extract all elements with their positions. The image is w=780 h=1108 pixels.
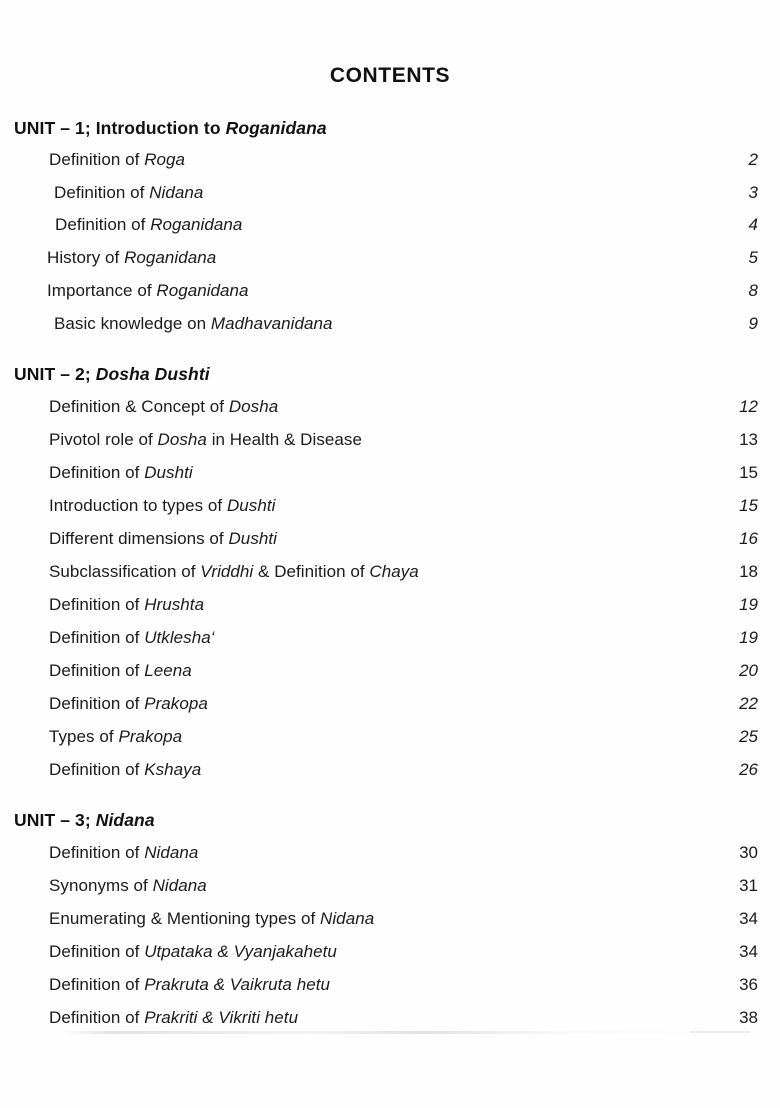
toc-entry-text: Different dimensions of: [49, 529, 229, 548]
toc-entry[interactable]: [0, 183, 780, 209]
toc-entry-text: Definition of: [49, 661, 145, 680]
toc-entry-term: Dushti: [144, 463, 193, 482]
toc-entry-page-number: 34: [739, 942, 758, 961]
toc-entry-text: Types of: [49, 727, 119, 746]
unit-heading-label: UNIT – 2;: [14, 364, 96, 384]
toc-entry-text: Definition of: [49, 843, 145, 862]
toc-entry-title: [49, 150, 185, 170]
toc-entry-page-number: 31: [739, 876, 758, 895]
toc-entry[interactable]: [0, 843, 780, 869]
toc-entry-term: Dosha: [157, 430, 207, 449]
toc-entry[interactable]: [0, 248, 780, 274]
unit-heading-label: UNIT – 3;: [14, 810, 96, 830]
toc-entry[interactable]: [0, 628, 780, 654]
toc-entry[interactable]: [0, 562, 780, 588]
toc-entry[interactable]: [0, 942, 780, 968]
toc-entry-title: [49, 694, 208, 714]
toc-entry-text: Definition of: [55, 215, 151, 234]
toc-entry-term: Nidana: [320, 909, 375, 928]
toc-entry-page-number: 18: [739, 562, 758, 581]
toc-entry-term: Prakruta & Vaikruta hetu: [144, 975, 330, 994]
toc-entry-text: Definition & Concept of: [49, 397, 229, 416]
toc-entry-page-number: 25: [739, 727, 758, 746]
toc-entry[interactable]: [0, 760, 780, 786]
toc-entry-title: [49, 760, 201, 780]
toc-entry-term: Utklesha‘: [144, 628, 215, 647]
toc-entry-term: Prakopa: [144, 694, 208, 713]
toc-entry[interactable]: [0, 150, 780, 176]
toc-entry-title: [49, 876, 207, 896]
toc-entry-title: [49, 397, 278, 417]
toc-entry-page-number: 19: [739, 628, 758, 647]
toc-entry-text: Definition of: [49, 975, 145, 994]
toc-entry[interactable]: [0, 281, 780, 307]
toc-entry-title: [49, 628, 215, 648]
toc-entry-page-number: 19: [739, 595, 758, 614]
toc-entry-title: [49, 843, 198, 863]
toc-entry-page-number: 22: [739, 694, 758, 713]
toc-entry[interactable]: [0, 463, 780, 489]
toc-entry-text: Importance of: [47, 281, 157, 300]
toc-entry-term: Nidana: [152, 876, 207, 895]
toc-entry-title: [49, 909, 374, 929]
toc-entry[interactable]: [0, 876, 780, 902]
toc-entry-text: Definition of: [49, 1008, 145, 1027]
toc-entry-text: Subclassification of: [49, 562, 201, 581]
toc-entry-page-number: 5: [748, 248, 758, 267]
toc-entry[interactable]: [0, 215, 780, 241]
toc-entry-page-number: 15: [739, 496, 758, 515]
toc-entry-term: Roganidana: [124, 248, 217, 267]
toc-entry-title: [47, 281, 249, 301]
toc-entry-title: [49, 661, 192, 681]
toc-entry[interactable]: [0, 430, 780, 456]
unit-heading: [14, 118, 327, 139]
toc-entry-term: Roganidana: [156, 281, 249, 300]
toc-entry[interactable]: [0, 909, 780, 935]
toc-entry[interactable]: [0, 397, 780, 423]
toc-entry-title: [49, 595, 204, 615]
toc-entry-term: Prakriti & Vikriti hetu: [144, 1008, 299, 1027]
toc-entry-page-number: 30: [739, 843, 758, 862]
toc-entry-term: Nidana: [149, 183, 204, 202]
toc-entry-text: Basic knowledge on: [54, 314, 211, 333]
toc-entry-text: Definition of: [49, 595, 145, 614]
unit-heading-term: Dosha Dushti: [95, 364, 210, 384]
page-title: CONTENTS: [329, 64, 451, 87]
toc-entry-page-number: 3: [748, 183, 758, 202]
toc-entry-title: [49, 975, 330, 995]
toc-entry-page-number: 16: [739, 529, 758, 548]
toc-entry-text-suffix: in Health & Disease: [206, 430, 362, 449]
scan-artifact-secondary: [690, 1031, 750, 1033]
toc-entry-title: [47, 248, 216, 268]
toc-entry-page-number: 13: [739, 430, 758, 449]
toc-entry-page-number: 15: [739, 463, 758, 482]
toc-entry-text: History of: [47, 248, 125, 267]
toc-entry-term: Dushti: [228, 529, 277, 548]
toc-entry-term: Kshaya: [144, 760, 202, 779]
toc-entry-text: Definition of: [49, 150, 145, 169]
toc-entry-term: Prakopa: [118, 727, 183, 746]
toc-entry[interactable]: [0, 496, 780, 522]
unit-heading: [14, 364, 210, 385]
toc-entry-title: [54, 314, 333, 334]
toc-entry-text: Definition of: [49, 760, 145, 779]
toc-entry-text: Synonyms of: [49, 876, 153, 895]
toc-entry-page-number: 12: [739, 397, 758, 416]
toc-entry-page-number: 9: [748, 314, 758, 333]
toc-entry-text: Introduction to types of: [49, 496, 227, 515]
toc-entry-title: [49, 942, 337, 962]
toc-entry-term: Dosha: [228, 397, 279, 416]
toc-entry-term-secondary: Chaya: [369, 562, 419, 581]
toc-entry-title: [49, 463, 193, 483]
toc-entry-text: Pivotol role of: [49, 430, 158, 449]
toc-entry[interactable]: [0, 694, 780, 720]
toc-entry-text: Definition of: [49, 942, 145, 961]
toc-entry-text-suffix: & Definition of: [253, 562, 370, 581]
toc-entry-term: Roganidana: [150, 215, 243, 234]
scan-artifact: [60, 1031, 720, 1034]
toc-entry-page-number: 2: [748, 150, 758, 169]
toc-entry-term: Leena: [144, 661, 192, 680]
toc-entry-page-number: 34: [739, 909, 758, 928]
toc-entry-term: Vriddhi: [200, 562, 254, 581]
toc-entry[interactable]: [0, 975, 780, 1001]
toc-entry[interactable]: [0, 727, 780, 753]
toc-entry-title: [49, 1008, 298, 1028]
toc-entry-text: Definition of: [49, 694, 145, 713]
toc-entry-title: [49, 529, 277, 549]
toc-entry-term: Madhavanidana: [210, 314, 333, 333]
toc-entry-page-number: 20: [739, 661, 758, 680]
toc-entry-title: [49, 430, 362, 450]
toc-entry-text: Definition of: [49, 463, 145, 482]
toc-entry[interactable]: [0, 595, 780, 621]
unit-heading-term: Roganidana: [225, 118, 327, 138]
toc-entry-page-number: 8: [748, 281, 758, 300]
toc-entry[interactable]: [0, 661, 780, 687]
toc-entry-page-number: 4: [748, 215, 758, 234]
toc-entry-term: Roga: [144, 150, 186, 169]
toc-entry-term: Dushti: [226, 496, 276, 515]
toc-entry-title: [54, 183, 203, 203]
toc-entry-page-number: 26: [739, 760, 758, 779]
toc-entry[interactable]: [0, 529, 780, 555]
toc-entry-term: Nidana: [144, 843, 199, 862]
toc-entry-title: [55, 215, 242, 235]
toc-entry-text: Enumerating & Mentioning types of: [49, 909, 321, 928]
toc-entry[interactable]: [0, 314, 780, 340]
toc-entry-title: [49, 562, 419, 582]
toc-entry-term: Hrushta: [144, 595, 205, 614]
toc-entry-text: Definition of: [54, 183, 150, 202]
toc-entry-text: Definition of: [49, 628, 145, 647]
toc-entry-page-number: 36: [739, 975, 758, 994]
unit-heading-term: Nidana: [95, 810, 155, 830]
toc-entry-page-number: 38: [739, 1008, 758, 1027]
toc-entry-title: [49, 496, 275, 516]
toc-entry-term: Utpataka & Vyanjakahetu: [144, 942, 337, 961]
unit-heading: [14, 810, 155, 831]
unit-heading-label: UNIT – 1; Introduction to: [14, 118, 226, 138]
toc-entry-title: [49, 727, 182, 747]
